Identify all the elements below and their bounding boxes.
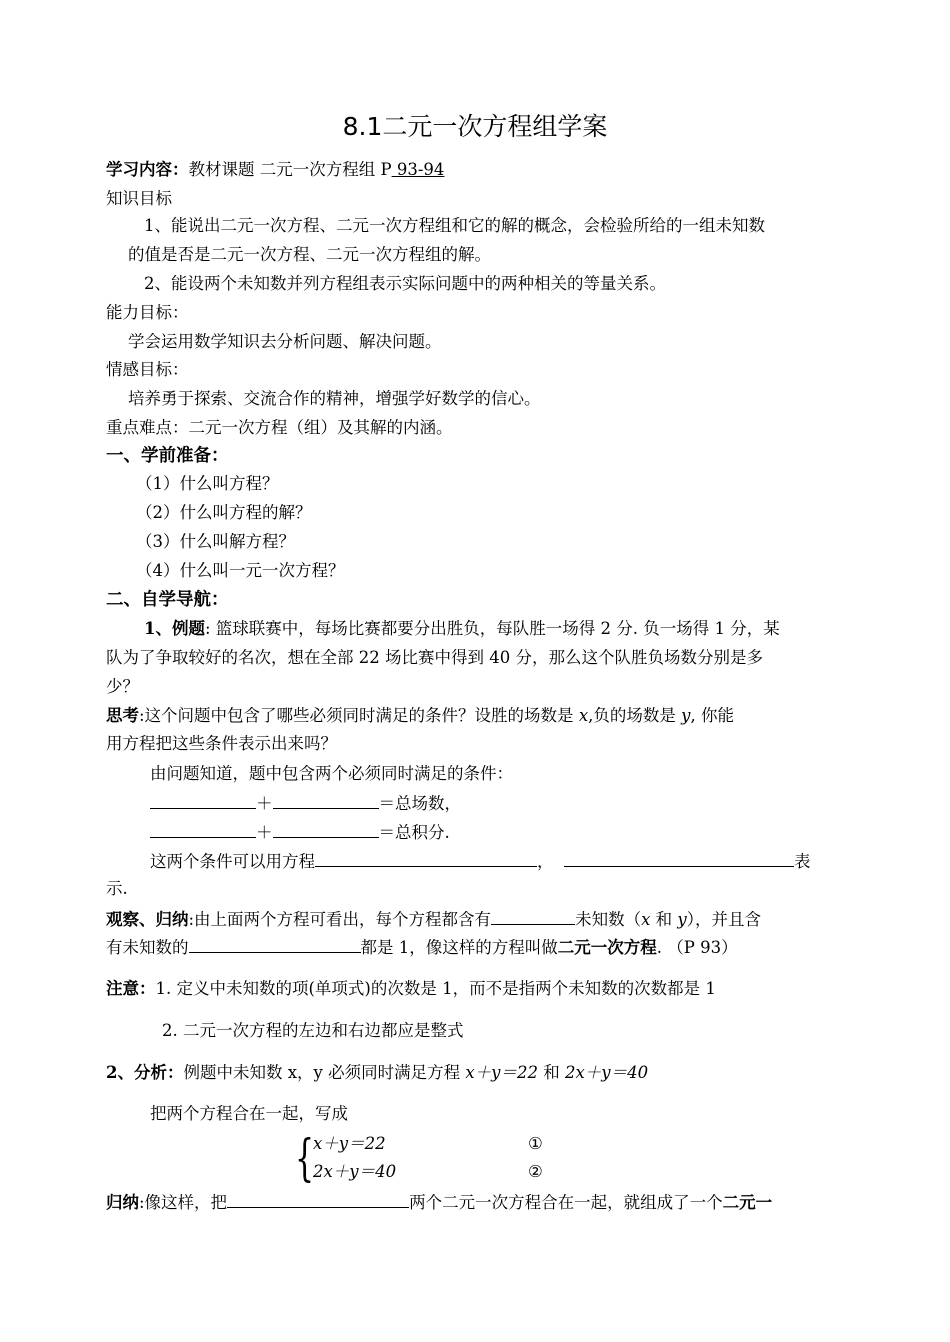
content-label: 学习内容：: [106, 160, 189, 179]
note-line-1: 注意：1. 定义中未知数的项(单项式)的次数是 1，而不是指两个未知数的次数都是 1: [106, 979, 716, 998]
conditions-intro: 由问题知道，题中包含两个必须同时满足的条件：: [150, 764, 513, 783]
example-line-2: 队为了争取较好的名次，想在全部 22 场比赛中得到 40 分，那么这个队胜负场数分别是多: [106, 648, 763, 667]
express-line-1: 这两个条件可以用方程 ， 表: [150, 852, 811, 871]
ability-text: 学会运用数学知识去分析问题、解决问题。: [128, 332, 442, 351]
equation-marker-1: ①: [528, 1134, 543, 1153]
emotion-heading: 情感目标：: [106, 360, 189, 379]
ability-heading: 能力目标：: [106, 303, 189, 322]
analysis-line: 2、分析：例题中未知数 x，y 必须同时满足方程 x＋y＝22 和 2x＋y＝40: [106, 1063, 649, 1082]
think-line-1: 思考:这个问题中包含了哪些必须同时满足的条件？设胜的场数是 x,负的场数是 y, 你能: [106, 706, 734, 725]
answer-blank[interactable]: [491, 908, 575, 925]
content-pages: 93-94: [391, 160, 445, 179]
question-1: （1）什么叫方程？: [136, 474, 279, 493]
answer-blank[interactable]: [273, 821, 379, 838]
system-equation-1: x＋y＝22: [313, 1134, 386, 1153]
answer-blank[interactable]: [227, 1191, 409, 1208]
observe-label: 观察、归纳: [106, 910, 189, 929]
note-line-2: 2. 二元一次方程的左边和右边都应是整式: [162, 1021, 464, 1040]
note-label: 注意：: [106, 979, 156, 998]
observe-line-2: 有未知数的 都是 1，像这样的方程叫做二元一次方程. （P 93）: [106, 938, 738, 957]
question-3: （3）什么叫解方程？: [136, 532, 295, 551]
observe-line-1: 观察、归纳:由上面两个方程可看出，每个方程都含有 未知数（x 和 y），并且含: [106, 910, 761, 929]
emotion-text: 培养勇于探索、交流合作的精神，增强学好数学的信心。: [128, 389, 541, 408]
term-linear-system: 二元一: [722, 1193, 773, 1212]
content-text: 教材课题 二元一次方程组 P: [188, 160, 392, 179]
answer-blank[interactable]: [189, 936, 361, 953]
knowledge-item1-a: 1、能说出二元一次方程、二元一次方程组和它的解的概念，会检验所给的一组未知数: [144, 216, 765, 235]
example-label: 1、例题: [144, 619, 205, 638]
knowledge-item2: 2、能设两个未知数并列方程组表示实际问题中的两种相关的等量关系。: [144, 274, 666, 293]
answer-blank[interactable]: [564, 850, 794, 867]
combine-text: 把两个方程合在一起，写成: [150, 1104, 348, 1123]
section1-heading: 一、学前准备：: [106, 446, 229, 466]
question-4: （4）什么叫一元一次方程？: [136, 561, 345, 580]
condition-total-points: ＋ ＝总积分.: [150, 821, 450, 843]
express-line-2: 示.: [106, 879, 128, 898]
example-line-3: 少？: [106, 677, 139, 696]
knowledge-item1-b: 的值是否是二元一次方程、二元一次方程组的解。: [128, 245, 491, 264]
term-linear-equation: 二元一次方程: [557, 938, 657, 957]
answer-blank[interactable]: [150, 821, 256, 838]
summary-label: 归纳: [106, 1193, 139, 1212]
knowledge-heading: 知识目标: [106, 189, 172, 208]
think-line-2: 用方程把这些条件表示出来吗？: [106, 734, 337, 753]
equation-marker-2: ②: [528, 1162, 543, 1181]
question-2: （2）什么叫方程的解？: [136, 503, 312, 522]
answer-blank[interactable]: [315, 850, 537, 867]
think-label: 思考: [106, 706, 139, 725]
condition-total-games: ＋ ＝总场数，: [150, 792, 461, 814]
system-equation-2: 2x＋y＝40: [313, 1162, 397, 1181]
system-brace: {: [295, 1129, 315, 1187]
example-line-1: 1、例题: 篮球联赛中，每场比赛都要分出胜负，每队胜一场得 2 分. 负一场得 1 分，某: [144, 619, 780, 638]
key-points: 重点难点：二元一次方程（组）及其解的内涵。: [106, 418, 453, 437]
summary-line: 归纳:像这样，把 两个二元一次方程合在一起，就组成了一个二元一: [106, 1193, 773, 1212]
section2-heading: 二、自学导航：: [106, 590, 229, 610]
analysis-label: 2、分析：: [106, 1063, 184, 1082]
answer-blank[interactable]: [273, 792, 379, 809]
page-title: 8.1二元一次方程组学案: [342, 112, 608, 141]
answer-blank[interactable]: [150, 792, 256, 809]
content-line: [106, 160, 444, 180]
